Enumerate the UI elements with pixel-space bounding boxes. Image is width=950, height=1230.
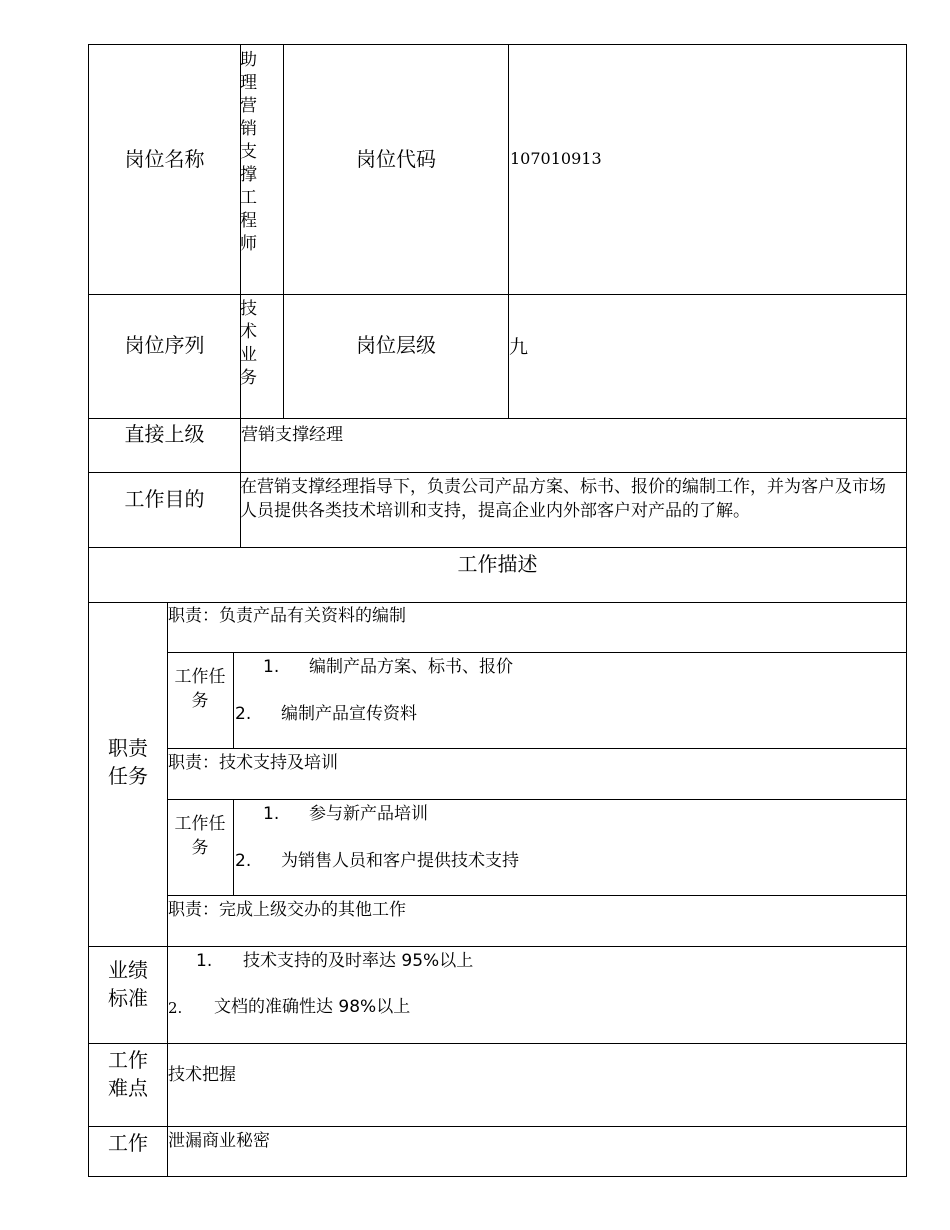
task-1-1: 编制产品方案、标书、报价 (309, 657, 513, 677)
superior-label: 直接上级 (124, 422, 205, 446)
task-label-2: 工作任务 (174, 814, 226, 858)
task-2-2: 为销售人员和客户提供技术支持 (281, 851, 519, 871)
task-label-1: 工作任务 (174, 667, 226, 711)
position-name-label: 岗位名称 (124, 147, 205, 171)
task-2-2-number: 2. (235, 851, 252, 871)
duties-label: 职责任务 (108, 736, 148, 788)
position-level-label: 岗位层级 (356, 333, 436, 357)
performance-2: 文档的准确性达 98%以上 (214, 997, 411, 1017)
duty-1: 职责：负责产品有关资料的编制 (168, 606, 406, 626)
superior-value: 营销支撑经理 (241, 425, 343, 445)
task-2-1: 参与新产品培训 (309, 804, 428, 824)
position-level-value: 九 (509, 336, 529, 358)
task-2-1-number: 1. (263, 804, 280, 824)
risk-label: 工作 (108, 1131, 148, 1155)
task-1-1-number: 1. (263, 657, 280, 677)
position-series-value: 技术业务 (240, 299, 257, 388)
risk-value: 泄漏商业秘密 (168, 1131, 270, 1151)
position-code-label: 岗位代码 (356, 147, 436, 171)
purpose-value: 在营销支撑经理指导下，负责公司产品方案、标书、报价的编制工作，并为客户及市场人员提供各类技术培训和支持，提高企业内外部客户对产品的了解。 (240, 477, 886, 521)
performance-1: 技术支持的及时率达 95%以上 (243, 951, 474, 971)
difficulty-label: 工作难点 (108, 1048, 148, 1100)
position-code-value: 107010913 (510, 149, 602, 168)
task-1-2: 编制产品宣传资料 (281, 704, 417, 724)
duty-2: 职责：技术支持及培训 (168, 753, 338, 773)
performance-label: 业绩标准 (108, 958, 148, 1010)
position-name-value: 助理营销支撑工程师 (240, 50, 257, 254)
performance-1-number: 1. (196, 951, 213, 971)
purpose-label: 工作目的 (124, 487, 205, 511)
task-1-2-number: 2. (235, 704, 252, 724)
performance-2-number: 2. (168, 999, 183, 1017)
position-series-label: 岗位序列 (124, 333, 205, 357)
difficulty-value: 技术把握 (168, 1065, 236, 1085)
duty-3: 职责：完成上级交办的其他工作 (168, 900, 406, 920)
section-title: 工作描述 (457, 552, 538, 576)
